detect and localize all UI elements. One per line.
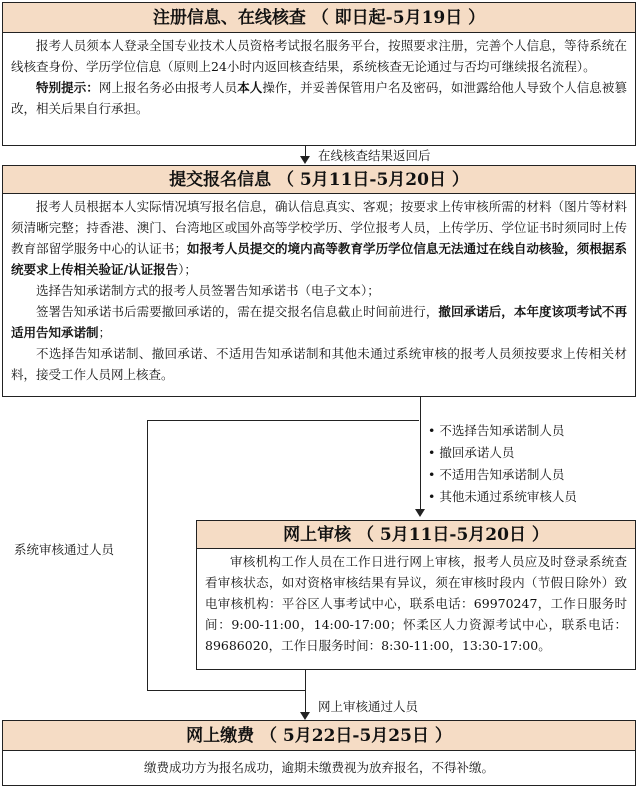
tip-label: 特别提示： xyxy=(36,80,99,95)
step-payment-paragraph: 缴费成功方为报名成功，逾期未缴费视为放弃报名，不得补缴。 xyxy=(143,760,494,775)
step-register-body xyxy=(3,33,635,119)
step-review-box xyxy=(196,520,636,670)
arrow-3-head xyxy=(300,712,310,720)
step-register-box xyxy=(2,2,636,146)
step-review-body xyxy=(197,549,635,656)
step-submit-paragraph-1 xyxy=(11,196,627,280)
branch-condition-item: • 不选择告知承诺制人员 xyxy=(428,423,565,438)
arrow-1-label: 在线核查结果返回后 xyxy=(318,148,431,163)
branch-right-head xyxy=(415,509,425,517)
arrow-3-label: 网上审核通过人员 xyxy=(318,699,419,714)
arrow-3-line xyxy=(305,670,306,714)
step-register-paragraph: 报考人员须本人登录全国专业技术人员资格考试报名服务平台，按照要求注册，完善个人信息，等待系统在线核查身份、学历学位信息（原则上24小时内返回核查结果，系统核查无论通过与否均可继续报名流程）。 xyxy=(11,38,627,74)
step-register-tip xyxy=(11,77,627,119)
branch-conditions-list xyxy=(428,420,577,508)
tip-text-2: 操作，并妥善保管用户名及密码，如泄露给他人导致个人信息被篡改，相关后果自行承担。 xyxy=(11,80,627,116)
step-payment-title: 网上缴费 （ 5月22日-5月25日 ） xyxy=(3,721,635,751)
branch-left-line xyxy=(147,420,148,690)
tip-text-1: 网上报名务必由报考人员 xyxy=(98,80,238,95)
withdraw-bold: 撤回承诺后，本年度该项考试不再适用告知承诺制 xyxy=(11,304,627,340)
branch-left-bottom-line xyxy=(147,690,305,691)
submit-end: ）； xyxy=(178,262,197,277)
branch-condition-item: • 其他未通过系统审核人员 xyxy=(428,489,577,504)
step-submit-box xyxy=(2,165,636,397)
step-submit-paragraph-3 xyxy=(11,301,627,343)
step-payment-box xyxy=(2,720,636,786)
step-submit-paragraph-2: 选择告知承诺制方式的报考人员签署告知承诺书（电子文本）； xyxy=(36,283,380,298)
arrow-1-head xyxy=(300,156,310,164)
branch-right-line xyxy=(420,397,421,510)
branch-condition-item: • 不适用告知承诺制人员 xyxy=(428,467,565,482)
step-review-title: 网上审核 （ 5月11日-5月20日 ） xyxy=(197,521,635,549)
step-register-title: 注册信息、在线核查 （ 即日起-5月19日 ） xyxy=(3,3,635,33)
step-submit-body xyxy=(3,194,635,385)
tip-bold: 本人 xyxy=(237,80,263,95)
submit-text: 报考人员根据本人实际情况填写报名信息，确认信息真实、客观；按要求上传审核所需的材料（图片等材料须清晰完整；持香港、澳门、台湾地区或国外高等学校学历、学位报考人员，上传学历、学位证书时须同时上传教育部留学服务中心的认证书； xyxy=(11,199,627,256)
withdraw-end: ； xyxy=(98,325,112,340)
branch-left-top-line xyxy=(147,420,419,421)
submit-bold: 如报考人员提交的境内高等教育学历学位信息无法通过在线自动核验，须根据系统要求上传相关验证/认证报告 xyxy=(11,241,627,277)
withdraw-text: 签署告知承诺书后需要撤回承诺的，需在提交报名信息截止时间前进行， xyxy=(36,304,439,319)
step-submit-paragraph-4: 不选择告知承诺制、撤回承诺、不适用告知承诺制和其他未通过系统审核的报考人员须按要求上传相关材料，接受工作人员网上核查。 xyxy=(11,346,627,382)
step-submit-title: 提交报名信息 （ 5月11日-5月20日 ） xyxy=(3,166,635,194)
step-payment-body xyxy=(3,751,635,778)
branch-condition-item: • 撤回承诺人员 xyxy=(428,445,515,460)
branch-left-label: 系统审核通过人员 xyxy=(14,542,115,557)
step-review-paragraph: 审核机构工作人员在工作日进行网上审核，报考人员应及时登录系统查看审核状态，如对资格审核结果有异议，须在审核时段内（节假日除外）致电审核机构：平谷区人事考试中心，联系电话：69970247，工作日服务时间：9:00-11:00，14:00-17:00；怀柔区人力资源考试中心，联系电话：89686020，工作日服务时间：8:30-11:00，13:30-17:00。 xyxy=(205,554,627,653)
